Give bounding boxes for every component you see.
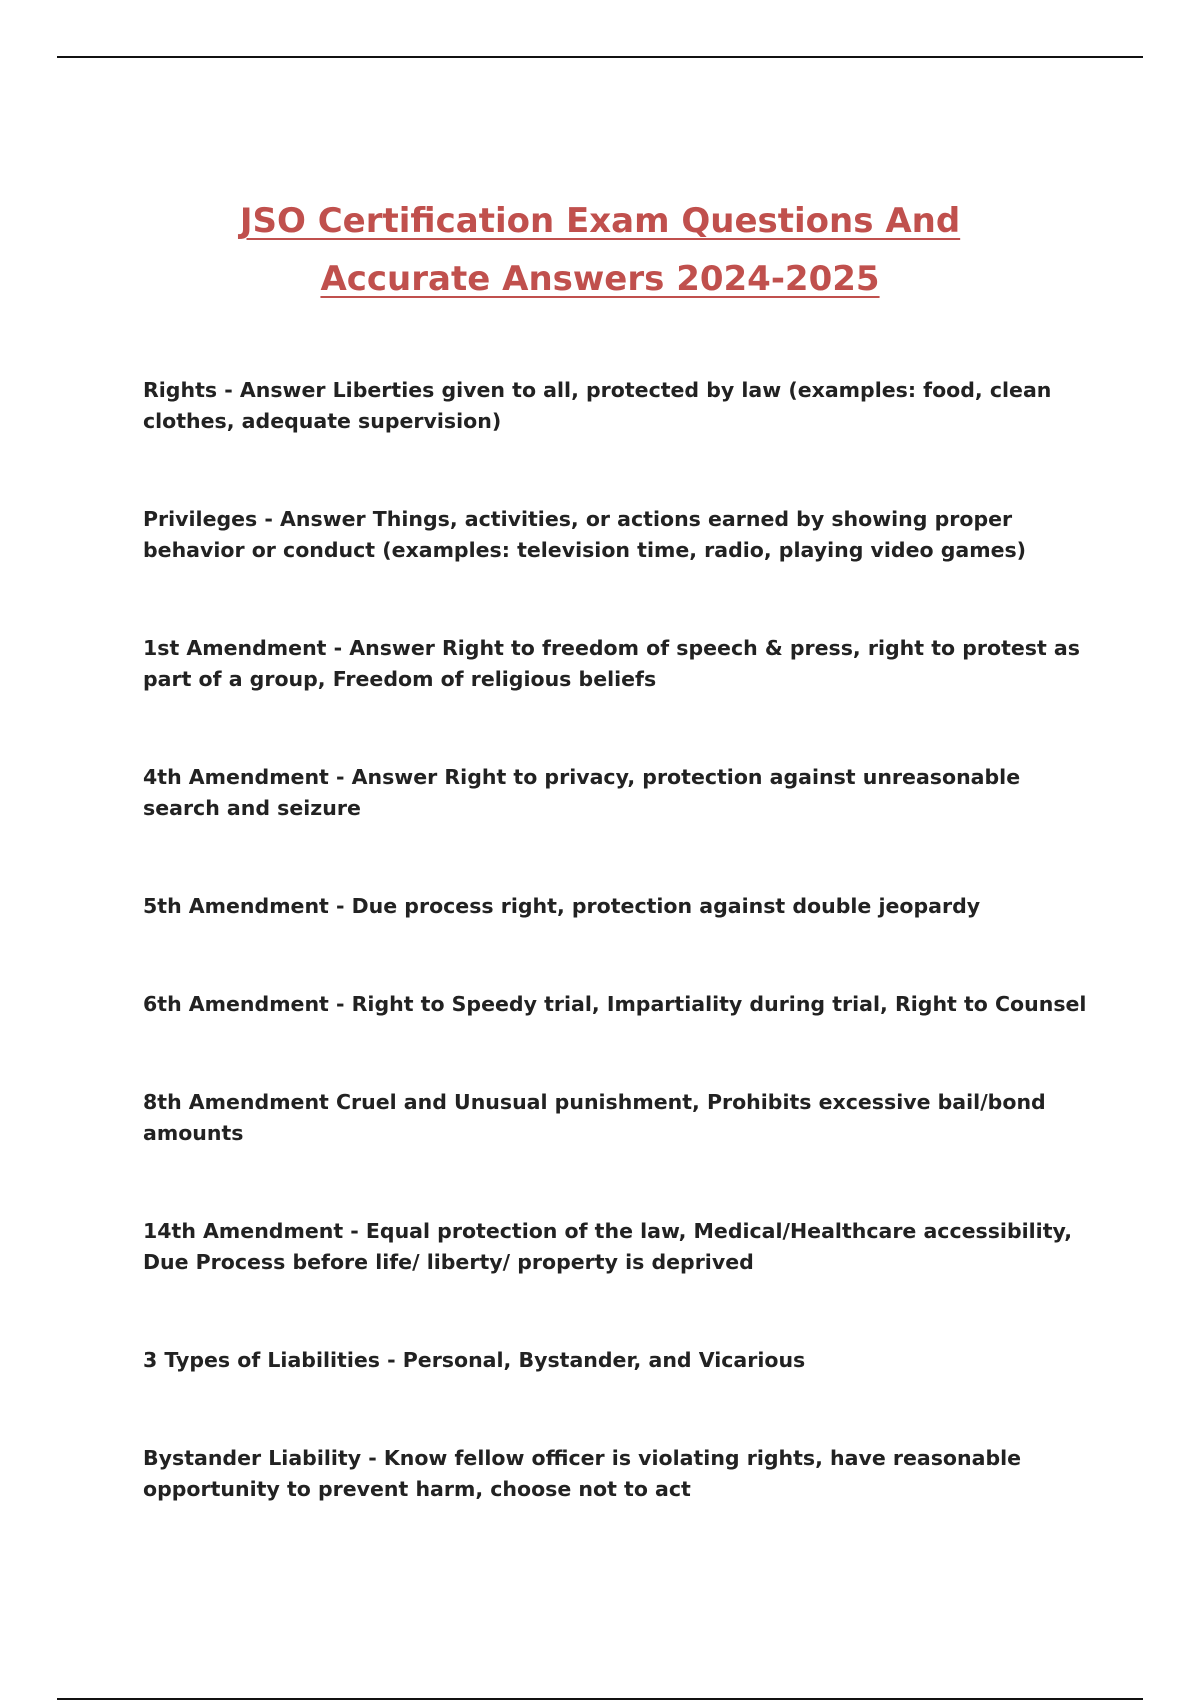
document-title (0, 192, 1200, 308)
qa-entry-5th-amendment: 5th Amendment - Due process right, protection against double jeopardy (143, 894, 981, 918)
title-line-2: Accurate Answers 2024-2025 (320, 259, 880, 299)
qa-entry-14th-amendment: 14th Amendment - Equal protection of the law, Medical/Healthcare accessibility, Due Process before life/ liberty/ property is deprived (143, 1219, 1073, 1274)
qa-entry-bystander-liability: Bystander Liability - Know fellow officer is violating rights, have reasonable opportunity to prevent harm, choose not to act (143, 1446, 1022, 1501)
qa-entry-1st-amendment: 1st Amendment - Answer Right to freedom of speech & press, right to protest as part of a group, Freedom of religious beliefs (143, 636, 1080, 691)
title-line-1: JSO Certification Exam Questions And (239, 201, 961, 241)
qa-entry-privileges: Privileges - Answer Things, activities, or actions earned by showing proper behavior or conduct (examples: television time, radio, playing video games) (143, 507, 1027, 562)
qa-entry-rights: Rights - Answer Liberties given to all, protected by law (examples: food, clean clothes, adequate supervision) (143, 378, 1052, 433)
qa-list (143, 375, 1093, 1572)
qa-entry-4th-amendment: 4th Amendment - Answer Right to privacy, protection against unreasonable search and seizure (143, 765, 1021, 820)
top-rule (57, 56, 1143, 58)
qa-entry-6th-amendment: 6th Amendment - Right to Speedy trial, Impartiality during trial, Right to Counsel (143, 992, 1087, 1016)
qa-entry-8th-amendment: 8th Amendment Cruel and Unusual punishment, Prohibits excessive bail/bond amounts (143, 1090, 1046, 1145)
qa-entry-liabilities: 3 Types of Liabilities - Personal, Bystander, and Vicarious (143, 1348, 806, 1372)
